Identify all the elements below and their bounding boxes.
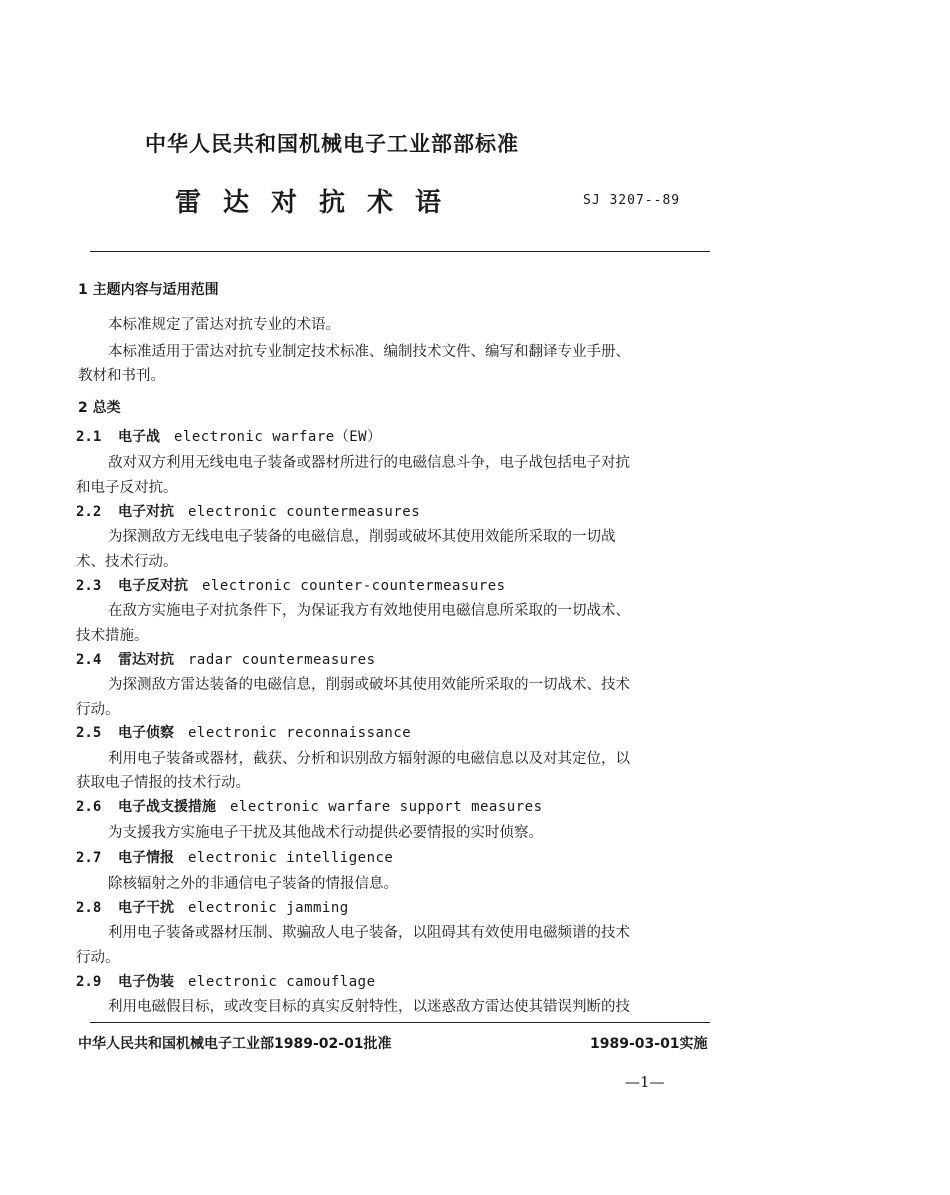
term-english: electronic intelligence	[188, 850, 394, 866]
term-number: 2.8	[76, 900, 102, 916]
section-1-paragraph-1: 本标准规定了雷达对抗专业的术语。	[108, 317, 340, 333]
term-chinese: 电子干扰	[118, 900, 174, 916]
term-row	[76, 649, 376, 669]
term-row	[76, 575, 506, 595]
term-definition-line: 行动。	[76, 950, 120, 966]
term-number: 2.3	[76, 578, 102, 594]
term-english: electronic countermeasures	[188, 504, 421, 520]
section-1-paragraph-2-line-2: 教材和书刊。	[78, 368, 165, 384]
section-1-heading: 1 主题内容与适用范围	[78, 282, 219, 298]
term-definition-line: 利用电子装备或器材压制、欺骗敌人电子装备，以阻碍其有效使用电磁频谱的技术	[108, 925, 630, 941]
term-definition-line: 在敌方实施电子对抗条件下，为保证我方有效地使用电磁信息所采取的一切战术、	[108, 603, 630, 619]
term-definition-line: 行动。	[76, 702, 120, 718]
document-title: 雷达对抗术语	[175, 188, 464, 218]
term-english: radar countermeasures	[188, 652, 376, 668]
term-number: 2.4	[76, 652, 102, 668]
term-definition-line: 敌对双方利用无线电电子装备或器材所进行的电磁信息斗争，电子战包括电子对抗	[108, 455, 630, 471]
term-row	[76, 897, 349, 917]
term-english: electronic counter-countermeasures	[202, 578, 506, 594]
term-english: electronic reconnaissance	[188, 725, 412, 741]
term-number: 2.2	[76, 504, 102, 520]
term-english: electronic jamming	[188, 900, 349, 916]
term-english: electronic warfare support measures	[230, 799, 543, 815]
header-divider	[90, 251, 710, 252]
effective-date: 1989-03-01实施	[590, 1036, 708, 1052]
term-chinese: 电子战支援措施	[118, 799, 216, 815]
term-definition-line: 为探测敌方无线电电子装备的电磁信息，削弱或破坏其使用效能所采取的一切战	[108, 529, 616, 545]
term-chinese: 电子侦察	[118, 725, 174, 741]
term-chinese: 电子反对抗	[118, 578, 188, 594]
term-chinese: 电子战	[118, 429, 160, 445]
term-definition-line: 利用电磁假目标，或改变目标的真实反射特性，以迷惑敌方雷达使其错误判断的技	[108, 999, 630, 1015]
term-row	[76, 971, 376, 991]
term-row	[76, 501, 420, 521]
term-number: 2.1	[76, 429, 102, 445]
term-definition-line: 和电子反对抗。	[76, 480, 178, 496]
term-definition-line: 技术措施。	[76, 628, 149, 644]
term-chinese: 电子对抗	[118, 504, 174, 520]
term-english: electronic warfare（EW）	[174, 429, 382, 445]
term-row	[76, 796, 543, 816]
approval-line: 中华人民共和国机械电子工业部1989-02-01批准	[78, 1036, 392, 1052]
term-english: electronic camouflage	[188, 974, 376, 990]
footer-divider	[90, 1022, 710, 1023]
term-number: 2.9	[76, 974, 102, 990]
term-definition-line: 除核辐射之外的非通信电子装备的情报信息。	[108, 876, 398, 892]
standard-code: SJ 3207--89	[583, 193, 681, 208]
ministry-heading: 中华人民共和国机械电子工业部部标准	[145, 132, 519, 156]
term-row	[76, 847, 393, 867]
term-row	[76, 722, 411, 742]
page-number: —1—	[625, 1073, 665, 1091]
term-number: 2.5	[76, 725, 102, 741]
term-number: 2.7	[76, 850, 102, 866]
term-chinese: 电子情报	[118, 850, 174, 866]
section-2-heading: 2 总类	[78, 400, 121, 416]
term-row	[76, 426, 382, 446]
section-1-paragraph-2-line-1: 本标准适用于雷达对抗专业制定技术标准、编制技术文件、编写和翻译专业手册、	[108, 344, 630, 360]
term-chinese: 雷达对抗	[118, 652, 174, 668]
term-definition-line: 获取电子情报的技术行动。	[76, 775, 250, 791]
term-chinese: 电子伪装	[118, 974, 174, 990]
term-definition-line: 术、技术行动。	[76, 554, 178, 570]
term-definition-line: 为探测敌方雷达装备的电磁信息，削弱或破坏其使用效能所采取的一切战术、技术	[108, 677, 630, 693]
term-definition-line: 利用电子装备或器材，截获、分析和识别敌方辐射源的电磁信息以及对其定位，以	[108, 751, 630, 767]
term-number: 2.6	[76, 799, 102, 815]
term-definition-line: 为支援我方实施电子干扰及其他战术行动提供必要情报的实时侦察。	[108, 825, 543, 841]
